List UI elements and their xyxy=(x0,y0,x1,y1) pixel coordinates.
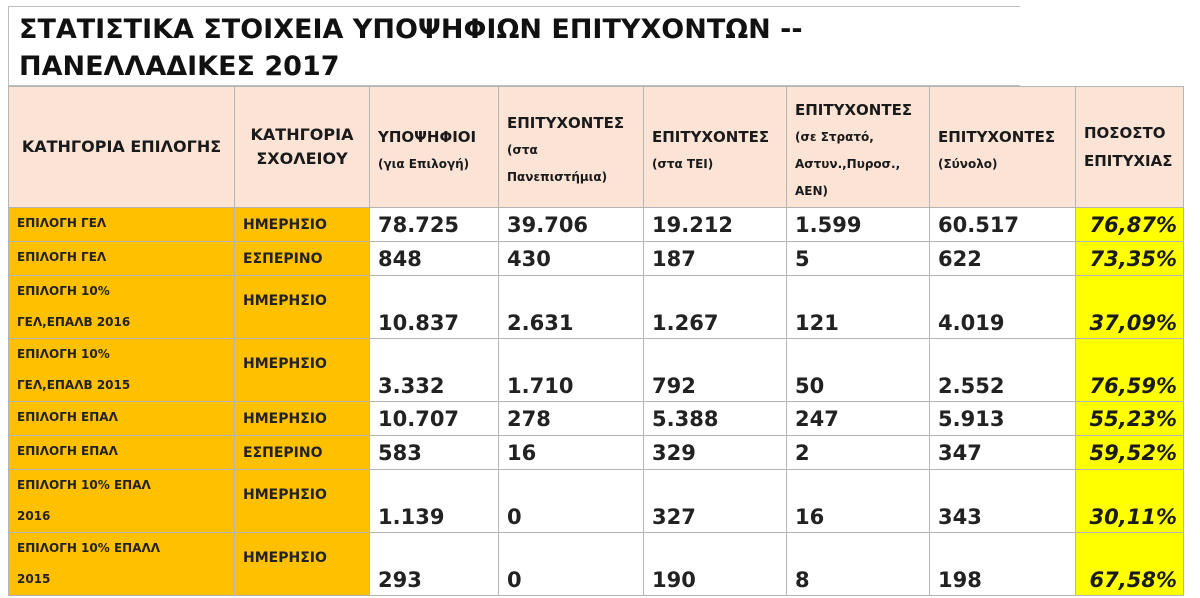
university-cell: 2.631 xyxy=(499,276,644,339)
table-row xyxy=(9,470,1184,533)
total-cell: 622 xyxy=(930,242,1076,276)
total-cell: 2.552 xyxy=(930,339,1076,402)
total-cell: 343 xyxy=(930,470,1076,533)
category-cell xyxy=(9,242,235,276)
candidates-cell: 78.725 xyxy=(370,208,499,242)
candidates-cell: 10.707 xyxy=(370,402,499,436)
university-cell: 39.706 xyxy=(499,208,644,242)
header-category: ΚΑΤΗΓΟΡΙΑ ΕΠΙΛΟΓΗΣ xyxy=(9,87,235,208)
university-cell: 0 xyxy=(499,470,644,533)
table-row xyxy=(9,339,1184,402)
header-total-main: ΕΠΙΤΥΧΟΝΤΕΣ xyxy=(938,127,1056,146)
university-cell: 430 xyxy=(499,242,644,276)
tei-cell: 190 xyxy=(644,533,787,596)
header-percent xyxy=(1076,87,1184,208)
category-cell xyxy=(9,276,235,339)
category-line-2: ΓΕΛ,ΕΠΑΛΒ 2015 xyxy=(17,378,131,392)
header-military xyxy=(787,87,930,208)
category-line-1: ΕΠΙΛΟΓΗ ΕΠΑΛ xyxy=(17,444,118,458)
candidates-cell: 848 xyxy=(370,242,499,276)
total-cell: 347 xyxy=(930,436,1076,470)
tei-cell: 1.267 xyxy=(644,276,787,339)
header-tei xyxy=(644,87,787,208)
header-military-main: ΕΠΙΤΥΧΟΝΤΕΣ xyxy=(795,100,913,119)
category-line-2: 2016 xyxy=(17,509,51,523)
category-line-1: ΕΠΙΛΟΓΗ 10% xyxy=(17,347,110,361)
percent-cell: 67,58% xyxy=(1076,533,1184,596)
category-line-1: ΕΠΙΛΟΓΗ ΕΠΑΛ xyxy=(17,410,118,424)
category-line-1: ΕΠΙΛΟΓΗ 10% xyxy=(17,284,110,298)
university-cell: 1.710 xyxy=(499,339,644,402)
tei-cell: 19.212 xyxy=(644,208,787,242)
university-cell: 278 xyxy=(499,402,644,436)
header-candidates-main: ΥΠΟΨΗΦΙΟΙ xyxy=(378,127,477,146)
military-cell: 50 xyxy=(787,339,930,402)
candidates-cell: 1.139 xyxy=(370,470,499,533)
table-row xyxy=(9,533,1184,596)
school-cell: ΗΜΕΡΗΣΙΟ xyxy=(235,339,370,402)
results-table xyxy=(8,86,1184,596)
category-cell xyxy=(9,208,235,242)
header-university xyxy=(499,87,644,208)
tei-cell: 327 xyxy=(644,470,787,533)
header-military-sub2: Αστυν.,Πυροσ., xyxy=(795,156,901,171)
school-cell: ΗΜΕΡΗΣΙΟ xyxy=(235,533,370,596)
school-cell: ΗΜΕΡΗΣΙΟ xyxy=(235,276,370,339)
category-line-2: ΓΕΛ,ΕΠΑΛΒ 2016 xyxy=(17,315,131,329)
category-line-1: ΕΠΙΛΟΓΗ ΓΕΛ xyxy=(17,250,107,264)
candidates-cell: 3.332 xyxy=(370,339,499,402)
school-cell: ΗΜΕΡΗΣΙΟ xyxy=(235,402,370,436)
category-line-2: 2015 xyxy=(17,572,51,586)
header-university-sub1: (στα xyxy=(507,143,538,157)
percent-cell: 30,11% xyxy=(1076,470,1184,533)
candidates-cell: 583 xyxy=(370,436,499,470)
tei-cell: 329 xyxy=(644,436,787,470)
school-cell: ΕΣΠΕΡΙΝΟ xyxy=(235,242,370,276)
total-cell: 5.913 xyxy=(930,402,1076,436)
page-title: ΣΤΑΤΙΣΤΙΚΑ ΣΤΟΙΧΕΙΑ ΥΠΟΨΗΦΙΩΝ ΕΠΙΤΥΧΟΝΤΩΝ -- ΠΑΝΕΛΛΑΔΙΚΕΣ 2017 xyxy=(8,6,1020,86)
percent-cell: 37,09% xyxy=(1076,276,1184,339)
category-line-1: ΕΠΙΛΟΓΗ 10% ΕΠΑΛ xyxy=(17,478,151,492)
table-row xyxy=(9,208,1184,242)
percent-cell: 76,87% xyxy=(1076,208,1184,242)
total-cell: 198 xyxy=(930,533,1076,596)
military-cell: 2 xyxy=(787,436,930,470)
university-cell: 0 xyxy=(499,533,644,596)
category-cell xyxy=(9,533,235,596)
total-cell: 4.019 xyxy=(930,276,1076,339)
school-cell: ΕΣΠΕΡΙΝΟ xyxy=(235,436,370,470)
category-line-1: ΕΠΙΛΟΓΗ 10% ΕΠΑΛΛ xyxy=(17,541,161,555)
percent-cell: 73,35% xyxy=(1076,242,1184,276)
category-cell xyxy=(9,402,235,436)
table-row xyxy=(9,276,1184,339)
candidates-cell: 10.837 xyxy=(370,276,499,339)
header-candidates-sub: (για Επιλογή) xyxy=(378,156,470,171)
header-percent-line2: ΕΠΙΤΥΧΙΑΣ xyxy=(1084,152,1173,170)
category-line-1: ΕΠΙΛΟΓΗ ΓΕΛ xyxy=(17,216,107,230)
header-row xyxy=(9,87,1184,208)
category-cell xyxy=(9,470,235,533)
header-military-sub1: (σε Στρατό, xyxy=(795,129,874,144)
table-row xyxy=(9,242,1184,276)
military-cell: 5 xyxy=(787,242,930,276)
tei-cell: 5.388 xyxy=(644,402,787,436)
military-cell: 16 xyxy=(787,470,930,533)
header-tei-main: ΕΠΙΤΥΧΟΝΤΕΣ xyxy=(652,127,770,146)
total-cell: 60.517 xyxy=(930,208,1076,242)
header-total xyxy=(930,87,1076,208)
military-cell: 247 xyxy=(787,402,930,436)
category-cell xyxy=(9,339,235,402)
school-cell: ΗΜΕΡΗΣΙΟ xyxy=(235,470,370,533)
header-university-sub2: Πανεπιστήμια) xyxy=(507,170,608,184)
header-university-main: ΕΠΙΤΥΧΟΝΤΕΣ xyxy=(507,114,625,132)
percent-cell: 76,59% xyxy=(1076,339,1184,402)
tei-cell: 187 xyxy=(644,242,787,276)
percent-cell: 59,52% xyxy=(1076,436,1184,470)
header-military-sub3: ΑΕΝ) xyxy=(795,183,829,198)
header-tei-sub: (στα ΤΕΙ) xyxy=(652,156,714,171)
percent-cell: 55,23% xyxy=(1076,402,1184,436)
tei-cell: 792 xyxy=(644,339,787,402)
category-cell xyxy=(9,436,235,470)
table-row xyxy=(9,402,1184,436)
header-school: ΚΑΤΗΓΟΡΙΑ ΣΧΟΛΕΙΟΥ xyxy=(235,87,370,208)
table-body xyxy=(9,208,1184,596)
military-cell: 8 xyxy=(787,533,930,596)
header-total-sub: (Σύνολο) xyxy=(938,156,998,171)
header-candidates xyxy=(370,87,499,208)
university-cell: 16 xyxy=(499,436,644,470)
military-cell: 121 xyxy=(787,276,930,339)
school-cell: ΗΜΕΡΗΣΙΟ xyxy=(235,208,370,242)
header-percent-line1: ΠΟΣΟΣΤΟ xyxy=(1084,124,1166,142)
candidates-cell: 293 xyxy=(370,533,499,596)
table-row xyxy=(9,436,1184,470)
military-cell: 1.599 xyxy=(787,208,930,242)
